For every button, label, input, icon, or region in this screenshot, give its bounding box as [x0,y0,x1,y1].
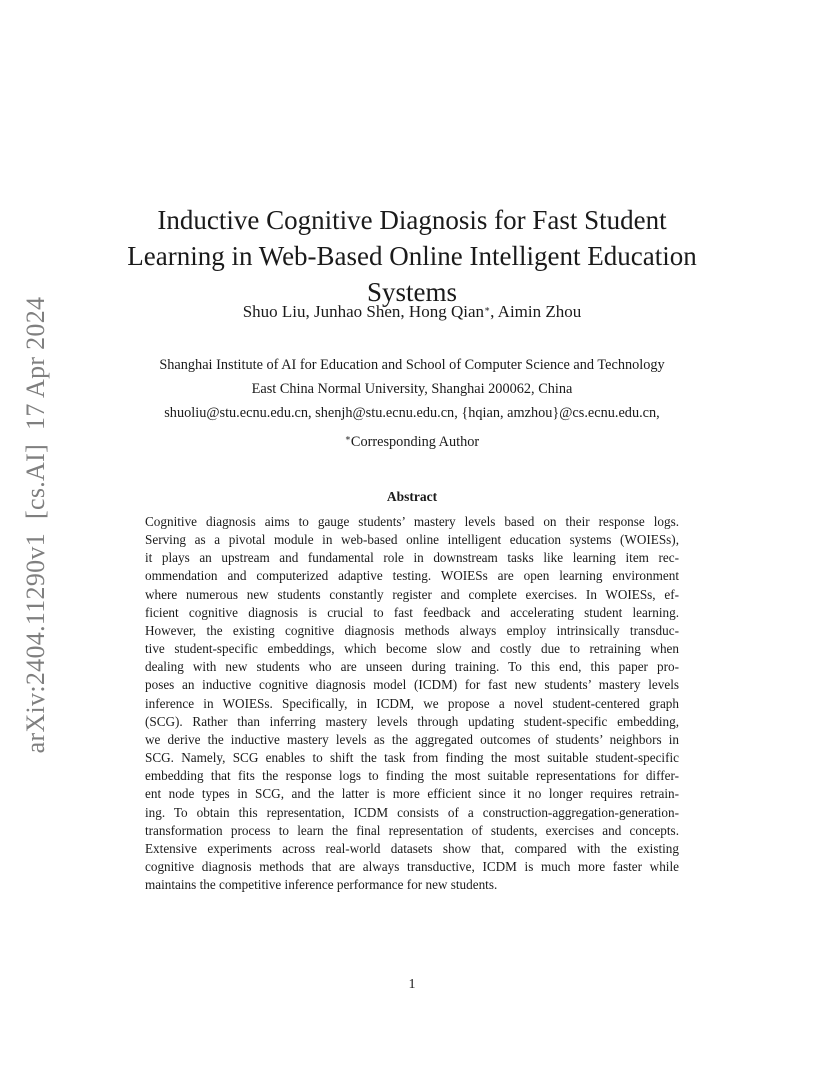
arxiv-id: arXiv:2404.11290v1 [21,532,50,754]
author-list [100,298,724,323]
corresponding-marker: ∗ [344,433,351,443]
author-emails: shuoliu@stu.ecnu.edu.cn, shenjh@stu.ecnu.edu.cn, {hqian, amzhou}@cs.ecnu.edu.cn, [164,405,660,421]
abstract-line: SCG. Namely, SCG enables to shift the task from finding the most suitable student-specific [145,750,679,766]
abstract-heading: Abstract [386,489,438,504]
abstract-line: where numerous new students constantly register and complete exercises. In WOIESs, ef- [145,586,679,602]
abstract-body [145,513,679,894]
abstract-line: (SCG). Rather than inferring mastery levels through updating student-specific embedding, [145,713,679,729]
abstract-line: dealing with new students who are unseen during training. To this end, this paper pro- [145,659,679,675]
abstract-line: embedding that fits the response logs to finding the most suitable representations for differ- [145,768,679,784]
title-line: Systems [366,277,458,307]
arxiv-category: [cs.AI] [21,443,50,519]
abstract-line: it plays an upstream and fundamental role in downstream tasks like learning item rec- [145,550,679,566]
abstract-line: maintains the competitive inference performance for new students. [145,877,498,893]
abstract-line: we derive the inductive mastery levels as the aggregated outcomes of students’ neighbors in [145,731,679,747]
corresponding-label: Corresponding Author [350,434,480,450]
title-line: Learning in Web-Based Online Intelligent Education [127,241,697,271]
abstract-line: cognitive diagnosis methods that are always transductive, ICDM is much more faster while [145,858,679,874]
abstract-line: inference in WOIESs. Specifically, in ICDM, we propose a novel student-centered graph [145,695,679,711]
abstract-line: Serving as a pivotal module in web-based online intelligent education systems (WOIESs), [145,532,679,548]
abstract-line: ing. To obtain this representation, ICDM consists of a construction-aggregation-generation- [145,804,679,820]
abstract-line: Cognitive diagnosis aims to gauge students’ mastery levels based on their response logs. [145,514,679,529]
corresponding-marker: ∗ [484,304,491,314]
affiliation-university: East China Normal University, Shanghai 200062, China [251,381,573,397]
abstract-line: tive student-specific embeddings, which become slow and costly due to retraining when [145,641,679,657]
affiliation-institute: Shanghai Institute of AI for Education and School of Computer Science and Technology [159,357,665,373]
paper-title [100,202,724,310]
author-names-rest: , Aimin Zhou [490,302,582,321]
abstract-line: poses an inductive cognitive diagnosis model (ICDM) for fast new students’ mastery levels [145,677,679,693]
author-names: Shuo Liu, Junhao Shen, Hong Qian [242,302,484,321]
abstract-line: ficient cognitive diagnosis is crucial to fast feedback and accelerating student learning. [145,604,679,620]
arxiv-identifier-stamp [21,297,51,754]
corresponding-author-note [100,429,724,451]
arxiv-date: 17 Apr 2024 [21,296,50,430]
abstract-line: ent node types in SCG, and the latter is more efficient since it no longer requires retrain- [145,786,679,802]
abstract-line: However, the existing cognitive diagnosis methods always employ intrinsically transduc- [145,622,679,638]
abstract-line: ommendation and computerized adaptive testing. WOIESs are open learning environment [145,568,679,584]
page-number: 1 [408,977,416,992]
abstract-line: transformation process to learn the final representation of students, exercises and concepts. [145,822,679,838]
title-line: Inductive Cognitive Diagnosis for Fast Student [157,205,667,235]
abstract-line: Extensive experiments across real-world datasets show that, compared with the existing [145,840,679,856]
